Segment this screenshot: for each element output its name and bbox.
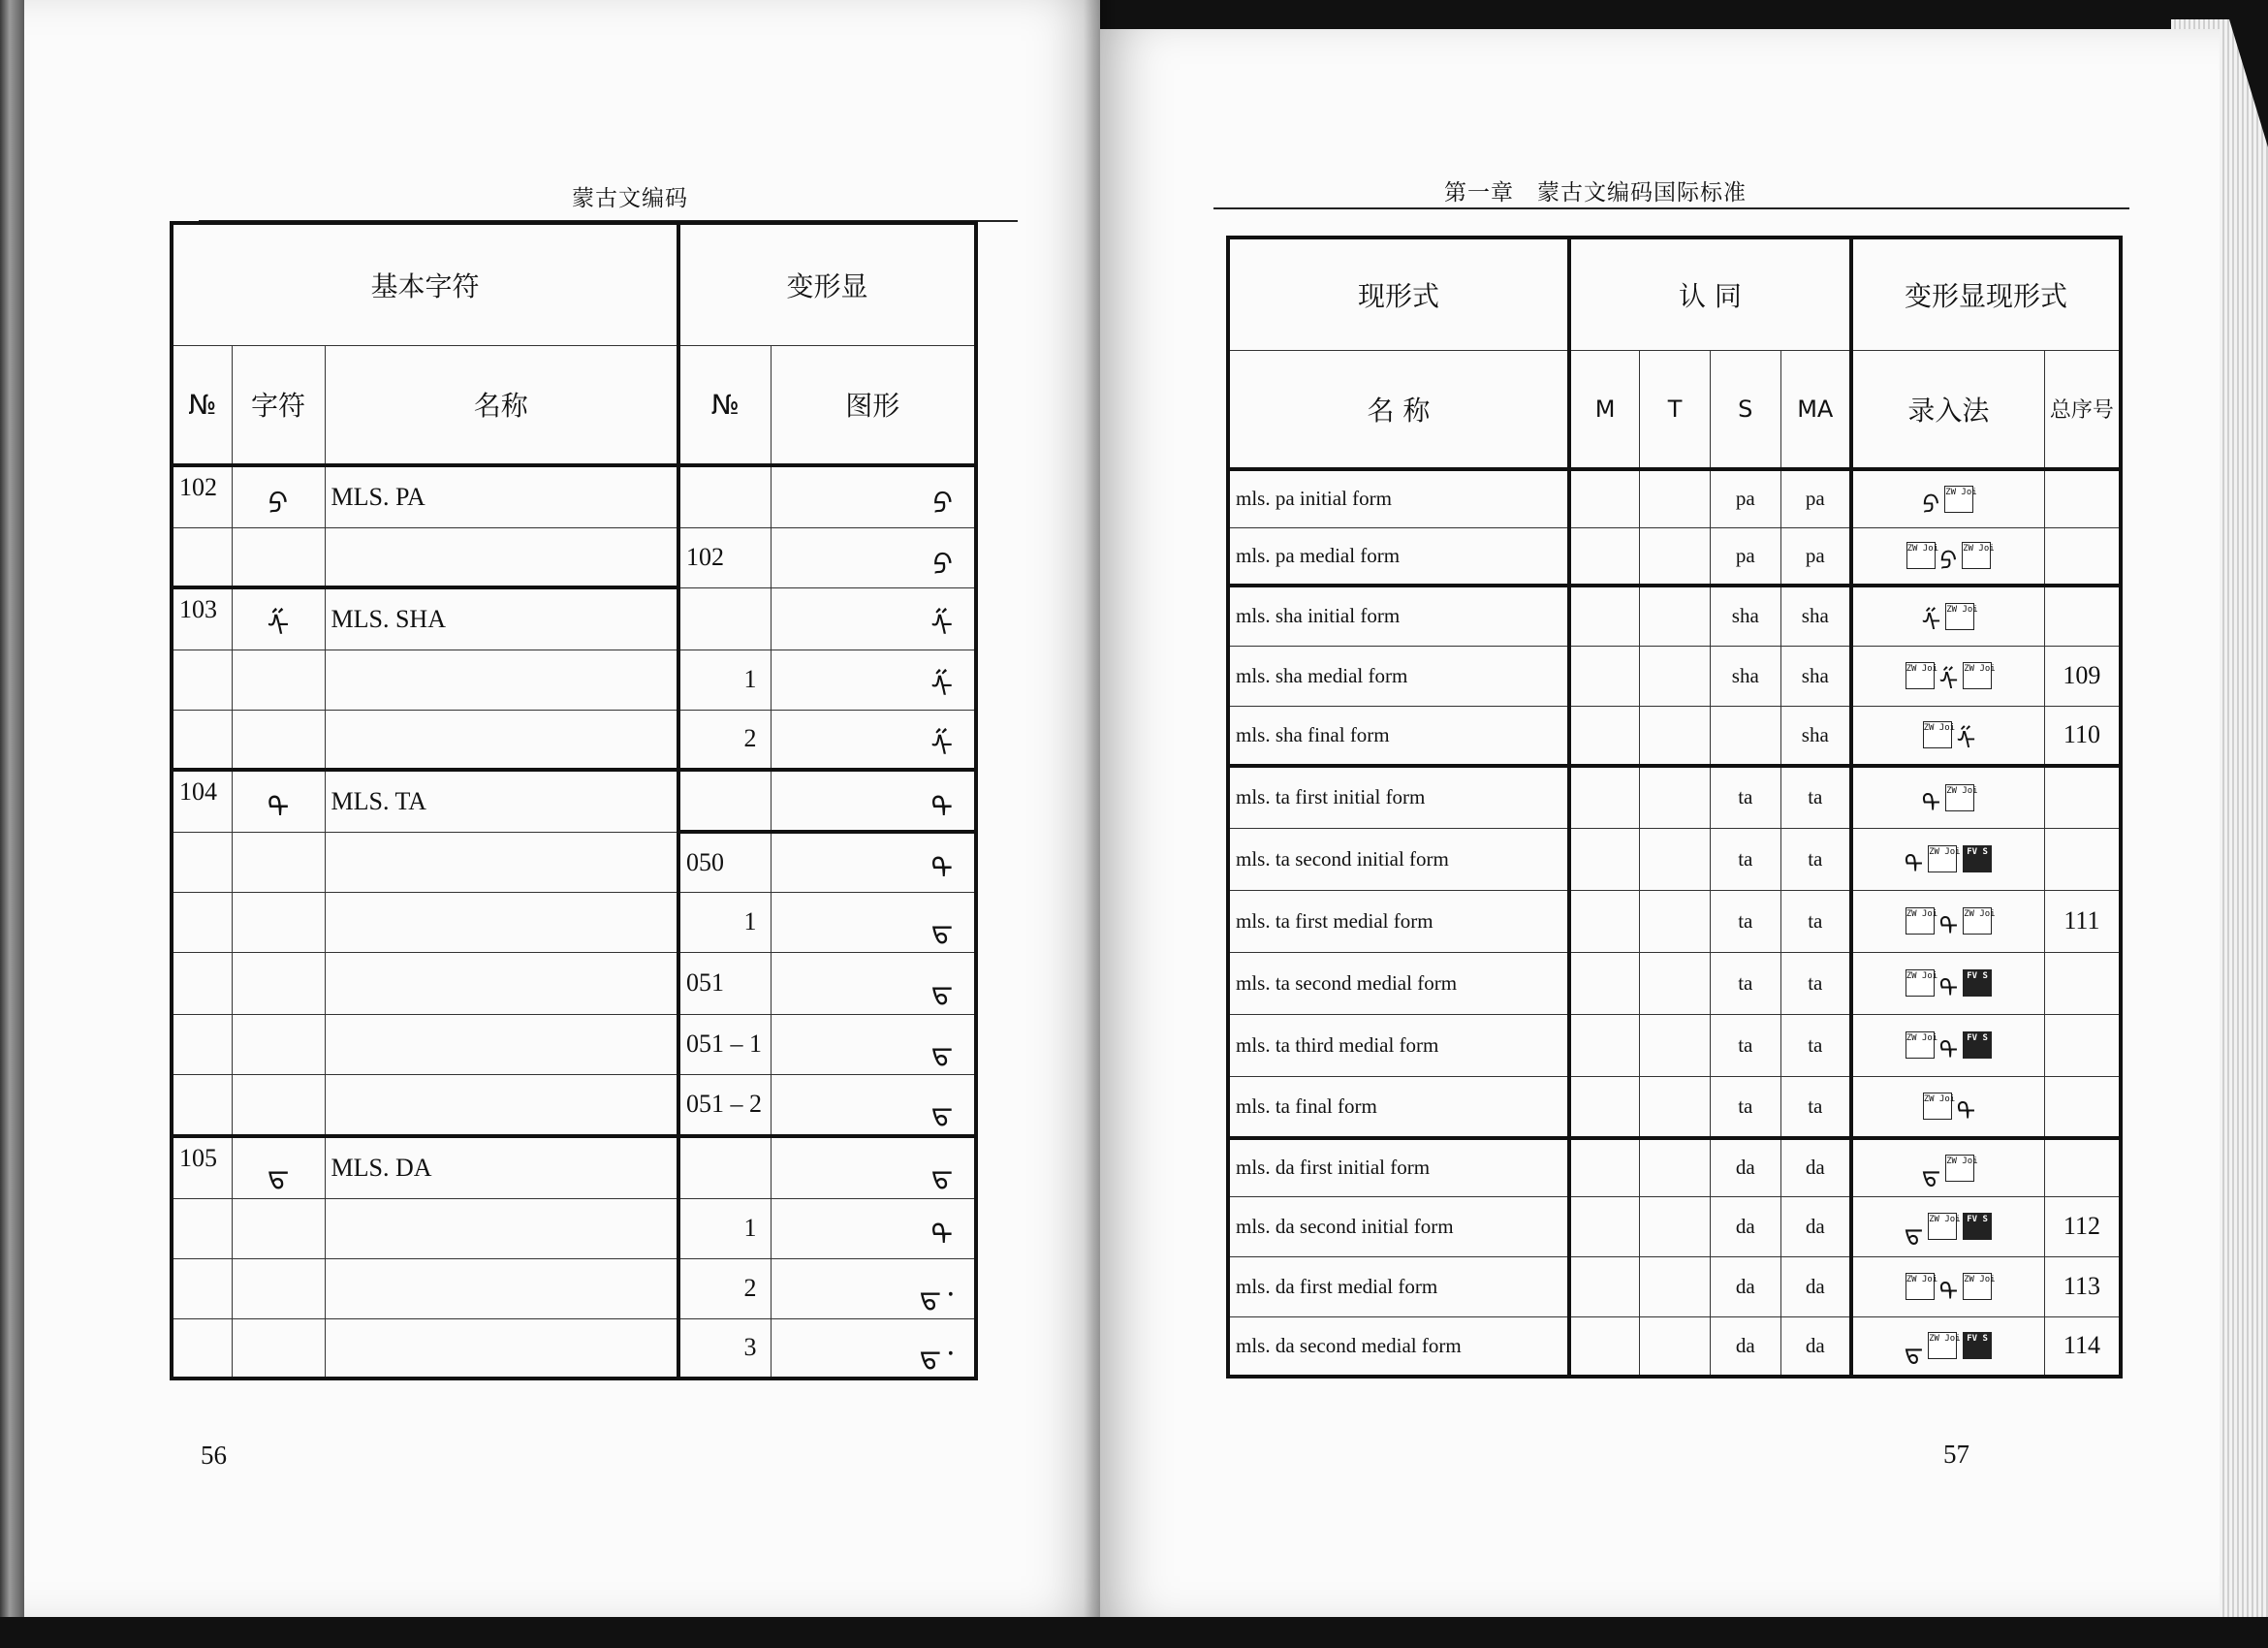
- table-row: [172, 1136, 976, 1198]
- char-name: [325, 710, 678, 770]
- table-row: [1228, 1014, 2121, 1076]
- table-row: [1228, 952, 2121, 1014]
- right-running-head: 第一章 蒙古文编码国际标准: [1444, 180, 1747, 206]
- zwj-key-icon: ZW Joi: [1928, 1213, 1957, 1240]
- form-name: mls. da second medial form: [1228, 1316, 1569, 1377]
- zwj-key-icon: ZW Joi: [1963, 662, 1992, 689]
- zwj-key-icon: ZW Joi: [1923, 1093, 1952, 1120]
- table-row: [172, 527, 976, 587]
- form-name: mls. ta first initial form: [1228, 766, 1569, 828]
- cell-s: ta: [1710, 828, 1780, 890]
- cell-m: [1569, 1316, 1640, 1377]
- left-page-number: 56: [201, 1441, 227, 1470]
- col-header-shape: 图形: [771, 345, 976, 465]
- table-row: [172, 832, 976, 892]
- col-header-total: 总序号: [2044, 350, 2121, 469]
- variant-number: 1: [678, 650, 771, 710]
- char-name: [325, 1074, 678, 1136]
- variant-shape: ᠱ: [771, 650, 976, 710]
- total-number: 109: [2044, 646, 2121, 706]
- input-sequence: [1851, 828, 2044, 890]
- mongolian-glyph: ᠳ: [1904, 1219, 1924, 1248]
- cell-t: [1640, 890, 1711, 952]
- char-name: MLS. TA: [325, 770, 678, 832]
- table-row: [1228, 469, 2121, 527]
- variant-shape: ᠳ: [771, 952, 976, 1014]
- cell-ma: ta: [1780, 766, 1851, 828]
- input-sequence: [1851, 1014, 2044, 1076]
- table-row: [1228, 890, 2121, 952]
- col-header-ma: MA: [1780, 350, 1851, 469]
- variant-number: 2: [678, 1258, 771, 1318]
- char-name: [325, 527, 678, 587]
- table-row: [1228, 1196, 2121, 1256]
- total-number: [2044, 952, 2121, 1014]
- total-number: [2044, 766, 2121, 828]
- row-number: [172, 710, 232, 770]
- input-sequence: [1851, 952, 2044, 1014]
- cell-t: [1640, 469, 1711, 527]
- variant-number: 1: [678, 1198, 771, 1258]
- input-sequence: [1851, 469, 2044, 527]
- cell-s: ta: [1710, 890, 1780, 952]
- left-running-head: 蒙古文编码: [572, 186, 688, 211]
- table-row: [1228, 1138, 2121, 1196]
- fvs-key-icon: FV S: [1963, 845, 1992, 872]
- zwj-key-icon: ZW Joi: [1963, 1273, 1992, 1300]
- fvs-key-icon: FV S: [1963, 1332, 1992, 1359]
- header-variant-form: 变形显现形式: [1851, 238, 2121, 350]
- col-header-char: 字符: [232, 345, 325, 465]
- table-row: [172, 1074, 976, 1136]
- char-glyph: [232, 1318, 325, 1379]
- variant-number: 051 – 2: [678, 1074, 771, 1136]
- cell-ma: sha: [1780, 706, 1851, 766]
- mongolian-glyph: ᠳ: [1904, 1338, 1924, 1368]
- row-number: [172, 1318, 232, 1379]
- col-header-t: T: [1640, 350, 1711, 469]
- mongolian-glyph: ᠳ: [1921, 1159, 1941, 1189]
- input-sequence: [1851, 586, 2044, 646]
- col-header-m: M: [1569, 350, 1640, 469]
- table-row: [172, 710, 976, 770]
- variant-shape: ᠱ: [771, 710, 976, 770]
- col-header-name: 名称: [325, 345, 678, 465]
- variant-shape: ᠲ: [771, 1198, 976, 1258]
- cell-m: [1569, 1076, 1640, 1138]
- input-sequence: [1851, 527, 2044, 586]
- total-number: [2044, 1138, 2121, 1196]
- right-page-number: 57: [1943, 1440, 1969, 1469]
- row-number: 104: [172, 770, 232, 832]
- cell-s: ta: [1710, 1076, 1780, 1138]
- char-name: [325, 892, 678, 952]
- mongolian-glyph: ᠲ: [1904, 851, 1924, 880]
- table-row: [172, 1318, 976, 1379]
- form-name: mls. ta final form: [1228, 1076, 1569, 1138]
- input-sequence: [1851, 1196, 2044, 1256]
- header-form: 现形式: [1228, 238, 1569, 350]
- cell-m: [1569, 1014, 1640, 1076]
- input-sequence: [1851, 706, 2044, 766]
- table-row: [172, 650, 976, 710]
- mongolian-glyph: ᠲ: [1938, 975, 1959, 1004]
- total-number: [2044, 1014, 2121, 1076]
- row-number: 105: [172, 1136, 232, 1198]
- total-number: [2044, 527, 2121, 586]
- cell-s: sha: [1710, 646, 1780, 706]
- variant-number: [678, 587, 771, 650]
- variant-shape: ᠲ: [771, 832, 976, 892]
- variant-number: [678, 770, 771, 832]
- col-header-name-r: 名 称: [1228, 350, 1569, 469]
- cell-s: da: [1710, 1138, 1780, 1196]
- variant-number: 1: [678, 892, 771, 952]
- mongolian-glyph: ᠲ: [1938, 913, 1959, 942]
- cell-s: da: [1710, 1256, 1780, 1316]
- right-table: [1226, 236, 2123, 1379]
- char-glyph: [232, 892, 325, 952]
- cell-s: [1710, 706, 1780, 766]
- cell-m: [1569, 469, 1640, 527]
- cell-m: [1569, 1196, 1640, 1256]
- variant-shape: ᠳ: [771, 1014, 976, 1074]
- header-variant: 变形显: [678, 223, 976, 345]
- fvs-key-icon: FV S: [1963, 1213, 1992, 1240]
- zwj-key-icon: ZW Joi: [1906, 907, 1935, 935]
- table-row: [1228, 1076, 2121, 1138]
- char-glyph: ᠱ: [232, 587, 325, 650]
- total-number: 110: [2044, 706, 2121, 766]
- variant-number: [678, 1136, 771, 1198]
- zwj-key-icon: ZW Joi: [1962, 542, 1991, 569]
- char-glyph: ᠲ: [232, 770, 325, 832]
- zwj-key-icon: ZW Joi: [1906, 1273, 1935, 1300]
- cell-m: [1569, 1256, 1640, 1316]
- table-row: [1228, 586, 2121, 646]
- total-number: [2044, 1076, 2121, 1138]
- char-glyph: [232, 650, 325, 710]
- char-name: [325, 952, 678, 1014]
- zwj-key-icon: ZW Joi: [1963, 907, 1992, 935]
- variant-shape: ᠳ: [771, 1136, 976, 1198]
- cell-ma: sha: [1780, 646, 1851, 706]
- cell-s: da: [1710, 1316, 1780, 1377]
- mongolian-glyph: ᠲ: [1938, 1037, 1959, 1066]
- zwj-key-icon: ZW Joi: [1906, 969, 1935, 997]
- total-number: [2044, 469, 2121, 527]
- total-number: [2044, 586, 2121, 646]
- table-row: [1228, 706, 2121, 766]
- cell-m: [1569, 706, 1640, 766]
- total-number: 112: [2044, 1196, 2121, 1256]
- cell-m: [1569, 828, 1640, 890]
- variant-shape: ᠳ: [771, 1074, 976, 1136]
- right-head-rule: [1213, 207, 2129, 209]
- col-header-var-no: №: [678, 345, 771, 465]
- row-number: [172, 1014, 232, 1074]
- mongolian-glyph: ᠲ: [1921, 789, 1941, 819]
- row-number: 103: [172, 587, 232, 650]
- char-name: MLS. PA: [325, 465, 678, 527]
- mongolian-glyph: ᠱ: [1956, 727, 1976, 757]
- left-table: [170, 221, 978, 1380]
- input-sequence: [1851, 1138, 2044, 1196]
- form-name: mls. ta first medial form: [1228, 890, 1569, 952]
- zwj-key-icon: ZW Joi: [1906, 1031, 1935, 1059]
- zwj-key-icon: ZW Joi: [1906, 662, 1935, 689]
- cell-m: [1569, 586, 1640, 646]
- cell-m: [1569, 766, 1640, 828]
- cell-s: ta: [1710, 952, 1780, 1014]
- char-name: [325, 1014, 678, 1074]
- cell-ma: pa: [1780, 469, 1851, 527]
- table-row: [172, 892, 976, 952]
- zwj-key-icon: ZW Joi: [1906, 542, 1936, 569]
- cell-s: da: [1710, 1196, 1780, 1256]
- cell-m: [1569, 952, 1640, 1014]
- form-name: mls. da second initial form: [1228, 1196, 1569, 1256]
- char-glyph: ᠳ: [232, 1136, 325, 1198]
- cell-ma: ta: [1780, 828, 1851, 890]
- variant-number: 102: [678, 527, 771, 587]
- cell-s: pa: [1710, 527, 1780, 586]
- cell-t: [1640, 586, 1711, 646]
- variant-shape: ᠳ᠂: [771, 1318, 976, 1379]
- zwj-key-icon: ZW Joi: [1928, 1332, 1957, 1359]
- cell-t: [1640, 1256, 1711, 1316]
- char-name: [325, 1258, 678, 1318]
- row-number: [172, 952, 232, 1014]
- cell-t: [1640, 527, 1711, 586]
- char-glyph: [232, 710, 325, 770]
- cell-s: sha: [1710, 586, 1780, 646]
- cell-s: pa: [1710, 469, 1780, 527]
- cell-m: [1569, 527, 1640, 586]
- cell-t: [1640, 1014, 1711, 1076]
- cell-s: ta: [1710, 1014, 1780, 1076]
- total-number: 114: [2044, 1316, 2121, 1377]
- cell-t: [1640, 952, 1711, 1014]
- char-glyph: [232, 1258, 325, 1318]
- char-name: [325, 1318, 678, 1379]
- form-name: mls. da first initial form: [1228, 1138, 1569, 1196]
- cell-ma: pa: [1780, 527, 1851, 586]
- cell-m: [1569, 646, 1640, 706]
- variant-shape: ᠳ᠂: [771, 1258, 976, 1318]
- zwj-key-icon: ZW Joi: [1945, 784, 1974, 811]
- cell-ma: sha: [1780, 586, 1851, 646]
- total-number: 113: [2044, 1256, 2121, 1316]
- fvs-key-icon: FV S: [1963, 969, 1992, 997]
- table-row: [1228, 1256, 2121, 1316]
- total-number: [2044, 828, 2121, 890]
- right-table-body: [1228, 469, 2121, 1377]
- header-identity: 认 同: [1569, 238, 1851, 350]
- col-header-input: 录入法: [1851, 350, 2044, 469]
- mongolian-glyph: ᠲ: [1956, 1098, 1976, 1128]
- form-name: mls. da first medial form: [1228, 1256, 1569, 1316]
- char-glyph: [232, 1198, 325, 1258]
- char-glyph: [232, 1014, 325, 1074]
- table-row: [172, 587, 976, 650]
- row-number: [172, 650, 232, 710]
- cell-t: [1640, 706, 1711, 766]
- table-row: [1228, 646, 2121, 706]
- char-name: [325, 650, 678, 710]
- char-glyph: [232, 1074, 325, 1136]
- mongolian-glyph: ᠱ: [1938, 668, 1959, 697]
- char-name: MLS. DA: [325, 1136, 678, 1198]
- char-name: [325, 1198, 678, 1258]
- table-row: [172, 1014, 976, 1074]
- cell-ma: ta: [1780, 890, 1851, 952]
- table-row: [1228, 766, 2121, 828]
- cell-t: [1640, 1138, 1711, 1196]
- zwj-key-icon: ZW Joi: [1928, 845, 1957, 872]
- cell-s: ta: [1710, 766, 1780, 828]
- table-row: [172, 465, 976, 527]
- variant-number: 2: [678, 710, 771, 770]
- zwj-key-icon: ZW Joi: [1944, 486, 1973, 513]
- zwj-key-icon: ZW Joi: [1923, 721, 1952, 748]
- cell-m: [1569, 890, 1640, 952]
- cell-ma: ta: [1780, 1076, 1851, 1138]
- input-sequence: [1851, 766, 2044, 828]
- mongolian-glyph: ᠱ: [1921, 608, 1941, 638]
- cell-ma: da: [1780, 1316, 1851, 1377]
- mongolian-glyph: ᠲ: [1938, 1279, 1959, 1308]
- row-number: [172, 527, 232, 587]
- mongolian-glyph: ᠫ: [1922, 491, 1940, 521]
- row-number: [172, 1258, 232, 1318]
- row-number: [172, 892, 232, 952]
- input-sequence: [1851, 1076, 2044, 1138]
- form-name: mls. sha medial form: [1228, 646, 1569, 706]
- col-header-no: №: [172, 345, 232, 465]
- variant-number: 3: [678, 1318, 771, 1379]
- cell-ma: ta: [1780, 1014, 1851, 1076]
- cell-t: [1640, 1196, 1711, 1256]
- fvs-key-icon: FV S: [1963, 1031, 1992, 1059]
- variant-shape: ᠳ: [771, 892, 976, 952]
- input-sequence: [1851, 646, 2044, 706]
- row-number: [172, 832, 232, 892]
- page-edge-left: [0, 0, 24, 1617]
- variant-shape: ᠲ: [771, 770, 976, 832]
- table-row: [1228, 1316, 2121, 1377]
- left-page: [24, 0, 1100, 1617]
- char-glyph: [232, 527, 325, 587]
- cell-t: [1640, 1316, 1711, 1377]
- form-name: mls. ta second medial form: [1228, 952, 1569, 1014]
- variant-shape: ᠱ: [771, 587, 976, 650]
- char-name: MLS. SHA: [325, 587, 678, 650]
- input-sequence: [1851, 890, 2044, 952]
- char-glyph: [232, 832, 325, 892]
- table-row: [1228, 527, 2121, 586]
- form-name: mls. sha final form: [1228, 706, 1569, 766]
- cell-ma: ta: [1780, 952, 1851, 1014]
- variant-number: 051: [678, 952, 771, 1014]
- table-row: [172, 770, 976, 832]
- variant-number: 051 – 1: [678, 1014, 771, 1074]
- form-name: mls. ta second initial form: [1228, 828, 1569, 890]
- zwj-key-icon: ZW Joi: [1945, 1155, 1974, 1182]
- form-name: mls. pa medial form: [1228, 527, 1569, 586]
- variant-shape: ᠫ: [771, 527, 976, 587]
- input-sequence: [1851, 1256, 2044, 1316]
- variant-number: [678, 465, 771, 527]
- cell-ma: da: [1780, 1138, 1851, 1196]
- cell-ma: da: [1780, 1256, 1851, 1316]
- variant-shape: ᠫ: [771, 465, 976, 527]
- mongolian-glyph: ᠫ: [1939, 548, 1958, 578]
- table-row: [1228, 828, 2121, 890]
- char-name: [325, 832, 678, 892]
- cell-t: [1640, 828, 1711, 890]
- table-row: [172, 1198, 976, 1258]
- zwj-key-icon: ZW Joi: [1945, 603, 1974, 630]
- cell-t: [1640, 646, 1711, 706]
- cell-t: [1640, 1076, 1711, 1138]
- form-name: mls. sha initial form: [1228, 586, 1569, 646]
- left-table-body: [172, 465, 976, 1379]
- cell-t: [1640, 766, 1711, 828]
- form-name: mls. ta third medial form: [1228, 1014, 1569, 1076]
- row-number: 102: [172, 465, 232, 527]
- col-header-s: S: [1710, 350, 1780, 469]
- total-number: 111: [2044, 890, 2121, 952]
- input-sequence: [1851, 1316, 2044, 1377]
- row-number: [172, 1198, 232, 1258]
- table-row: [172, 952, 976, 1014]
- cell-ma: da: [1780, 1196, 1851, 1256]
- char-glyph: [232, 952, 325, 1014]
- variant-number: 050: [678, 832, 771, 892]
- form-name: mls. pa initial form: [1228, 469, 1569, 527]
- cell-m: [1569, 1138, 1640, 1196]
- header-basic-chars: 基本字符: [172, 223, 678, 345]
- table-row: [172, 1258, 976, 1318]
- row-number: [172, 1074, 232, 1136]
- char-glyph: ᠫ: [232, 465, 325, 527]
- right-page: [1100, 29, 2220, 1617]
